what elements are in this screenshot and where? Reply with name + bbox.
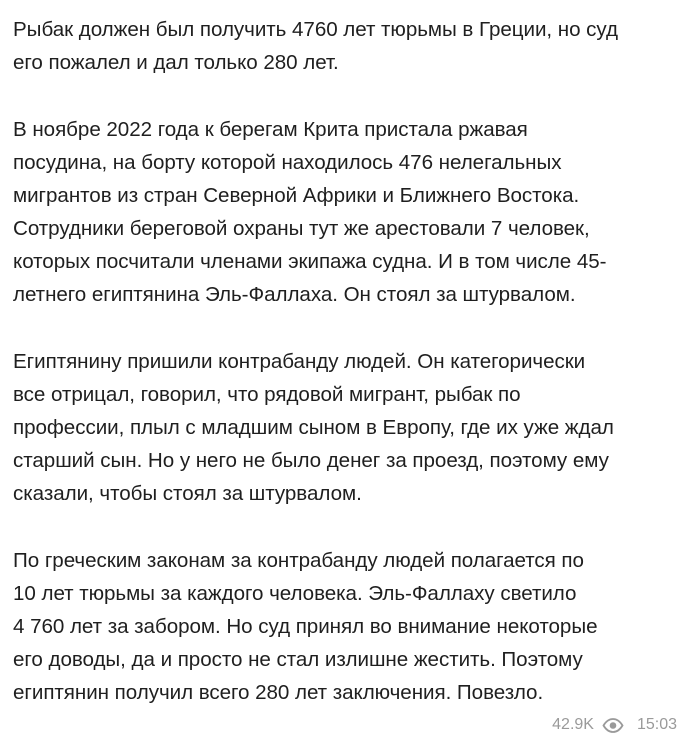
- message-paragraph-3: Египтянину пришили контрабанду людей. Он категорически все отрицал, говорил, что рядовой мигрант, рыбак по профессии, плыл с младшим сыном в Европу, где их уже ждал старший сын. Но у него не было денег за проезд, поэтому ему сказали, чтобы стоял за штурвалом.: [13, 350, 614, 505]
- eye-icon: [602, 718, 624, 733]
- views-count: 42.9K: [552, 716, 594, 733]
- message-meta: [552, 716, 677, 734]
- message-paragraph-4: По греческим законам за контрабанду людей полагается по 10 лет тюрьмы за каждого человека. Эль-Фаллаху светило 4 760 лет за забором. Но суд принял во внимание некоторые его доводы, да и просто не стал излишне жестить. Поэтому египтянин получил всего 280 лет заключения. Повезло.: [13, 549, 598, 704]
- message-body: [13, 13, 685, 709]
- message-paragraph-2: В ноябре 2022 года к берегам Крита пристала ржавая посудина, на борту которой находилось 476 нелегальных мигрантов из стран Северной Африки и Ближнего Востока. Сотрудники береговой охраны тут же арестовали 7 человек, которых посчитали членами экипажа судна. И в том числе 45- летнего египтянина Эль-Фаллаха. Он стоял за штурвалом.: [13, 118, 607, 306]
- message-paragraph-1: Рыбак должен был получить 4760 лет тюрьмы в Греции, но суд его пожалел и дал только 280 лет.: [13, 18, 618, 74]
- message-time: 15:03: [636, 716, 677, 733]
